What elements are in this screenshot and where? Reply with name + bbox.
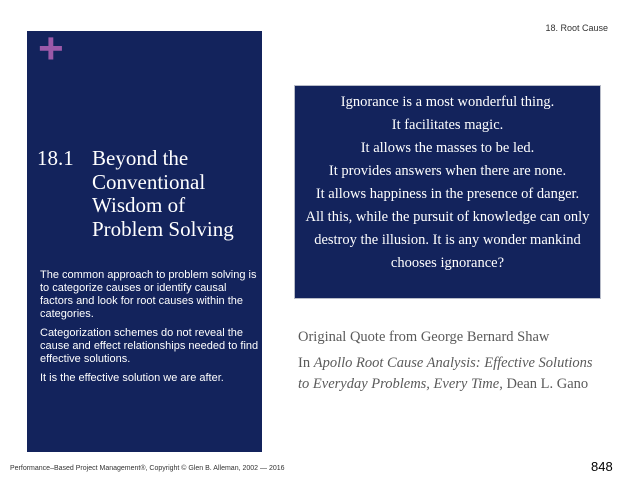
bullet-item: It is the effective solution we are after. — [40, 372, 224, 384]
quote-line: Ignorance is a most wonderful thing. — [340, 94, 555, 110]
attribution — [298, 327, 598, 400]
quote-line: It provides answers when there are none. — [328, 163, 567, 179]
bullet-list — [40, 269, 260, 391]
quote-line: It facilitates magic. — [391, 117, 504, 133]
footer-copyright: Performance–Based Project Management®, Copyright © Glen B. Alleman, 2002 — 2016 — [10, 465, 285, 472]
title-number: 18.1 — [37, 146, 74, 170]
attribution-book: In Apollo Root Cause Analysis: Effective Solutions to Everyday Problems, Every Time, Dean L. Gano — [298, 355, 593, 392]
quote-box — [294, 85, 601, 299]
plus-icon: + — [38, 24, 64, 73]
quote-line: All this, while the pursuit of knowledge can only destroy the illusion. It is any wonder mankind chooses ignorance? — [305, 209, 590, 271]
book-title: Apollo Root Cause Analysis: Effective Solutions to Everyday Problems, Every Time — [298, 355, 593, 392]
bullet-item: Categorization schemes do not reveal the cause and effect relationships needed to find effective solutions. — [40, 327, 259, 365]
section-label: 18. Root Cause — [545, 23, 608, 33]
page-number: 848 — [591, 459, 613, 474]
bullet-item: The common approach to problem solving is to categorize causes or identify causal factors and look for root causes within the categories. — [40, 269, 257, 320]
quote-line: It allows happiness in the presence of danger. — [315, 186, 580, 202]
quote-line: It allows the masses to be led. — [360, 140, 535, 156]
attribution-source: Original Quote from George Bernard Shaw — [298, 329, 550, 345]
slide-title — [37, 147, 259, 241]
left-panel — [27, 24, 262, 452]
title-text: Beyond the Conventional Wisdom of Problem Solving — [92, 146, 234, 241]
